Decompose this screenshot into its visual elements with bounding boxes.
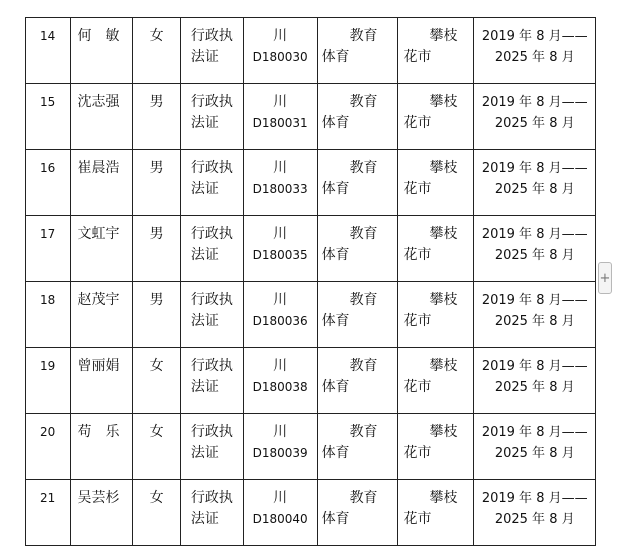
certificate-type-line-2: 法证 [190,49,219,65]
validity-cell [474,18,596,84]
certificate-number: D180031 [252,116,308,130]
unit-cell [317,480,397,546]
table-row [26,150,596,216]
validity-end: 2025 年 8 月 [494,248,575,263]
row-number-cell [26,150,71,216]
certificate-type-line-1: 行政执 [190,358,233,374]
row-number-cell [26,84,71,150]
region-cell [397,348,474,414]
certificate-prefix: 川 [273,292,288,308]
expand-table-button[interactable]: + [598,262,612,294]
certificate-type-line-1: 行政执 [190,490,233,506]
certificate-prefix: 川 [273,28,288,44]
unit-line-2: 体育 [321,511,350,527]
certificate-number-cell [243,150,317,216]
name-cell [70,18,133,84]
sex-cell [133,480,181,546]
region-line-1: 攀枝 [429,160,458,176]
certificate-number-cell [243,18,317,84]
unit-cell [317,348,397,414]
person-name: 文虹宇 [77,226,120,242]
validity-cell [474,84,596,150]
row-number: 14 [40,29,56,43]
unit-cell [317,414,397,480]
certificate-number-cell [243,348,317,414]
region-line-1: 攀枝 [429,490,458,506]
name-cell [70,216,133,282]
certificate-prefix: 川 [273,358,288,374]
certificate-number: D180040 [252,512,308,526]
region-line-2: 花市 [403,511,432,527]
person-name: 赵茂宇 [77,292,120,308]
validity-end: 2025 年 8 月 [494,314,575,329]
person-name: 曾丽娟 [77,358,120,374]
validity-start: 2019 年 8 月—— [481,491,588,506]
region-cell [397,282,474,348]
sex-cell [133,216,181,282]
person-name: 吴芸杉 [77,490,120,506]
validity-start: 2019 年 8 月—— [481,293,588,308]
certificate-prefix: 川 [273,490,288,506]
roster-body [26,18,596,546]
region-line-1: 攀枝 [429,28,458,44]
unit-cell [317,84,397,150]
certificate-type-cell [180,216,243,282]
region-cell [397,480,474,546]
sex-cell [133,18,181,84]
table-row [26,18,596,84]
name-cell [70,480,133,546]
name-cell [70,282,133,348]
certificate-type-cell [180,18,243,84]
region-line-2: 花市 [403,115,432,131]
unit-line-2: 体育 [321,115,350,131]
certificate-type-line-2: 法证 [190,445,219,461]
table-row [26,348,596,414]
region-line-1: 攀枝 [429,424,458,440]
region-line-1: 攀枝 [429,358,458,374]
row-number: 19 [40,359,56,373]
certificate-type-cell [180,282,243,348]
certificate-type-line-1: 行政执 [190,424,233,440]
sex: 男 [149,226,164,242]
certificate-type-cell [180,348,243,414]
certificate-type-cell [180,480,243,546]
sex-cell [133,414,181,480]
certificate-type-cell [180,84,243,150]
row-number-cell [26,414,71,480]
roster-table [25,17,596,546]
region-cell [397,150,474,216]
certificate-type-cell [180,414,243,480]
validity-end: 2025 年 8 月 [494,380,575,395]
certificate-type-line-2: 法证 [190,181,219,197]
certificate-type-line-2: 法证 [190,115,219,131]
table-row [26,480,596,546]
sex-cell [133,84,181,150]
table-row [26,414,596,480]
table-row [26,282,596,348]
sex-cell [133,150,181,216]
sex: 男 [149,94,164,110]
certificate-type-line-2: 法证 [190,379,219,395]
region-line-2: 花市 [403,445,432,461]
certificate-type-line-1: 行政执 [190,292,233,308]
certificate-type-line-1: 行政执 [190,28,233,44]
validity-end: 2025 年 8 月 [494,512,575,527]
certificate-number: D180035 [252,248,308,262]
certificate-type-line-1: 行政执 [190,226,233,242]
certificate-type-line-2: 法证 [190,247,219,263]
certificate-number-cell [243,216,317,282]
row-number: 18 [40,293,56,307]
region-line-2: 花市 [403,379,432,395]
unit-line-2: 体育 [321,247,350,263]
person-name: 崔晨浩 [77,160,120,176]
sex-cell [133,348,181,414]
unit-line-1: 教育 [349,28,378,44]
unit-cell [317,282,397,348]
certificate-number: D180039 [252,446,308,460]
sex: 女 [149,490,164,506]
certificate-number: D180030 [252,50,308,64]
unit-line-1: 教育 [349,490,378,506]
row-number: 15 [40,95,56,109]
validity-end: 2025 年 8 月 [494,50,575,65]
row-number-cell [26,216,71,282]
certificate-number-cell [243,480,317,546]
validity-cell [474,150,596,216]
sex: 男 [149,160,164,176]
row-number-cell [26,480,71,546]
validity-end: 2025 年 8 月 [494,116,575,131]
table-row [26,216,596,282]
certificate-number: D180038 [252,380,308,394]
region-line-1: 攀枝 [429,226,458,242]
unit-line-2: 体育 [321,445,350,461]
validity-end: 2025 年 8 月 [494,446,575,461]
region-line-2: 花市 [403,49,432,65]
certificate-prefix: 川 [273,424,288,440]
unit-line-2: 体育 [321,313,350,329]
region-cell [397,84,474,150]
name-cell [70,414,133,480]
row-number: 20 [40,425,56,439]
validity-cell [474,348,596,414]
unit-line-2: 体育 [321,379,350,395]
certificate-prefix: 川 [273,160,288,176]
certificate-number: D180033 [252,182,308,196]
name-cell [70,348,133,414]
unit-cell [317,216,397,282]
region-line-2: 花市 [403,313,432,329]
row-number: 21 [40,491,56,505]
certificate-number: D180036 [252,314,308,328]
sex: 女 [149,28,164,44]
person-name: 何 敏 [77,28,120,44]
validity-cell [474,480,596,546]
certificate-type-line-1: 行政执 [190,94,233,110]
unit-cell [317,18,397,84]
certificate-type-line-1: 行政执 [190,160,233,176]
validity-start: 2019 年 8 月—— [481,161,588,176]
sex: 女 [149,358,164,374]
row-number-cell [26,18,71,84]
unit-line-1: 教育 [349,226,378,242]
unit-line-1: 教育 [349,424,378,440]
region-line-2: 花市 [403,247,432,263]
row-number-cell [26,348,71,414]
validity-cell [474,414,596,480]
region-cell [397,414,474,480]
unit-cell [317,150,397,216]
region-cell [397,18,474,84]
row-number: 16 [40,161,56,175]
unit-line-1: 教育 [349,160,378,176]
unit-line-1: 教育 [349,358,378,374]
validity-start: 2019 年 8 月—— [481,95,588,110]
person-name: 苟 乐 [77,424,120,440]
validity-cell [474,282,596,348]
unit-line-1: 教育 [349,292,378,308]
validity-end: 2025 年 8 月 [494,182,575,197]
certificate-type-line-2: 法证 [190,511,219,527]
table-row [26,84,596,150]
validity-start: 2019 年 8 月—— [481,359,588,374]
region-line-1: 攀枝 [429,94,458,110]
sex-cell [133,282,181,348]
certificate-number-cell [243,84,317,150]
unit-line-2: 体育 [321,181,350,197]
certificate-number-cell [243,414,317,480]
region-cell [397,216,474,282]
certificate-number-cell [243,282,317,348]
region-line-2: 花市 [403,181,432,197]
unit-line-1: 教育 [349,94,378,110]
certificate-prefix: 川 [273,226,288,242]
validity-start: 2019 年 8 月—— [481,227,588,242]
sex: 男 [149,292,164,308]
unit-line-2: 体育 [321,49,350,65]
sex: 女 [149,424,164,440]
validity-cell [474,216,596,282]
validity-start: 2019 年 8 月—— [481,425,588,440]
validity-start: 2019 年 8 月—— [481,29,588,44]
row-number: 17 [40,227,56,241]
row-number-cell [26,282,71,348]
certificate-prefix: 川 [273,94,288,110]
certificate-type-cell [180,150,243,216]
person-name: 沈志强 [77,94,120,110]
name-cell [70,150,133,216]
certificate-type-line-2: 法证 [190,313,219,329]
name-cell [70,84,133,150]
region-line-1: 攀枝 [429,292,458,308]
